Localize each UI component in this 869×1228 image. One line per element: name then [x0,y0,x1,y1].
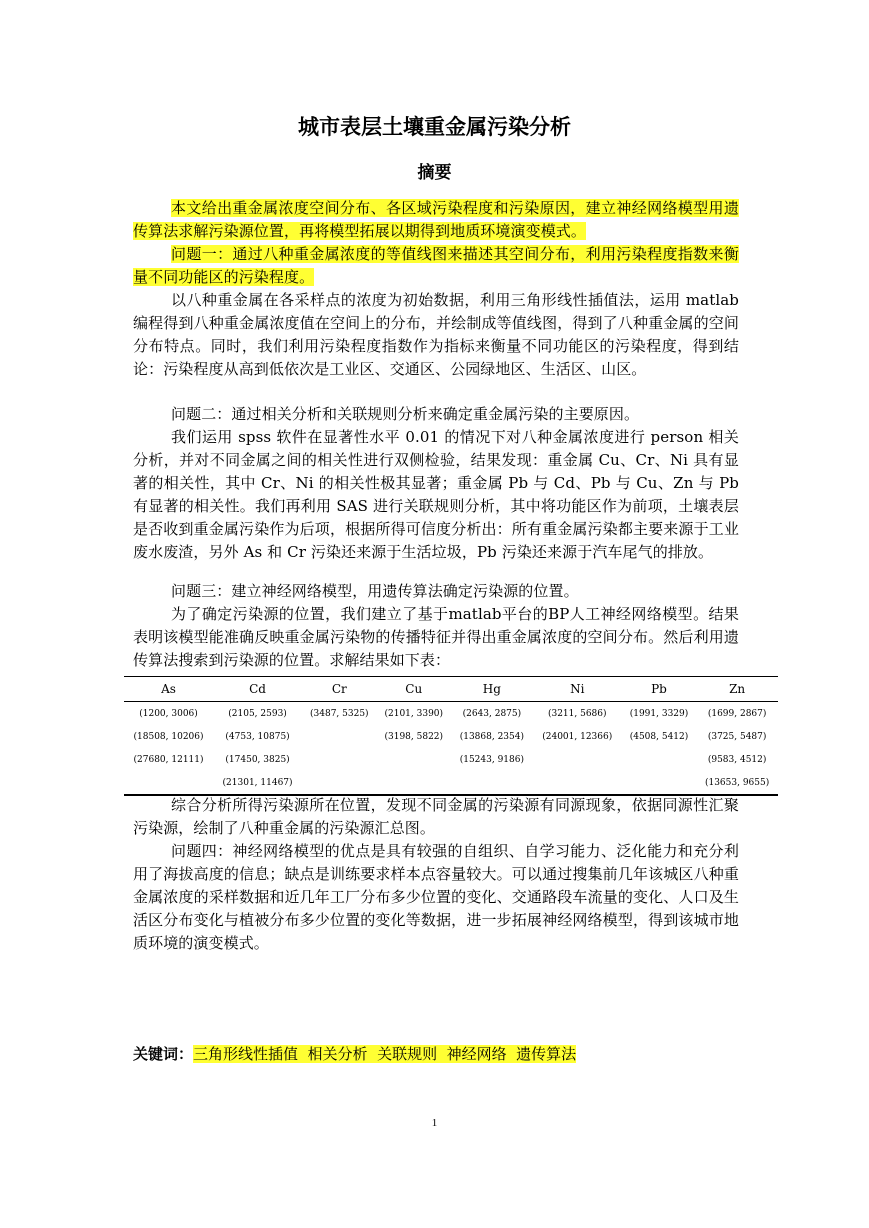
table-row [124,725,778,748]
table-row [124,771,778,795]
column-header: Zn [696,677,778,702]
problem-four-body: 问题四：神经网络模型的优点是具有较强的自组织、自学习能力、泛化能力和充分利用了海拔高度的信息；缺点是训练要求样本点容量较大。可以通过搜集前几年该城区八种重金属浓度的采样数据和近几年工厂分布多少位置的变化、交通路段车流量的变化、人口及生活区分布变化与植被分布多少位置的变化等数据，进一步拓展神经网络模型，得到该城市地质环境的演变模式。 [133,842,739,952]
table-cell: (21301, 11467) [222,777,293,788]
table-cell [451,771,533,795]
table-cell [533,771,622,795]
highlighted-text: 问题一：通过八种重金属浓度的等值线图来描述其空间分布，利用污染程度指数来衡量不同功能区的污染程度。 [133,245,739,286]
table-cell: (3725, 5487) [707,731,767,742]
abstract-summary [133,197,739,243]
table-cell: (3487, 5325) [310,708,369,719]
problem-one-heading [133,243,739,289]
problem-three-heading: 问题三：建立神经网络模型，用遗传算法确定污染源的位置。 [171,582,579,600]
table-cell: (18508, 10206) [133,731,204,742]
table-cell [622,771,696,795]
table-cell [124,771,213,795]
abstract-heading: 摘要 [417,163,452,183]
column-header: Cr [302,677,376,702]
column-header: Cd [213,677,302,702]
table-cell: (24001, 12366) [542,731,613,742]
table-cell [622,748,696,771]
keywords-line [133,1043,576,1065]
keywords-text: 三角形线性插值 相关分析 关联规则 神经网络 遗传算法 [193,1045,577,1063]
table-discussion: 综合分析所得污染源所在位置，发现不同金属的污染源有同源现象，依据同源性汇聚污染源，绘制了八种重金属的污染源汇总图。 [133,796,739,837]
table-cell: (2643, 2875) [462,708,522,719]
column-header: As [124,677,213,702]
table-cell: (13868, 2354) [459,731,524,742]
table-cell: (2101, 3390) [384,708,444,719]
table-cell: (1200, 3006) [139,708,198,719]
table-cell: (17450, 3825) [225,754,290,765]
problem-two-heading: 问题二：通过相关分析和关联规则分析来确定重金属污染的主要原因。 [171,405,640,423]
table-header-row [124,677,778,702]
column-header: Pb [622,677,696,702]
table-row [124,748,778,771]
column-header: Ni [533,677,622,702]
table-cell: (2105, 2593) [228,708,287,719]
table-cell: (15243, 9186) [459,754,524,765]
table-cell [302,725,376,748]
table-cell [533,748,622,771]
table-cell: (27680, 12111) [133,754,204,765]
problem-one-body: 以八种重金属在各采样点的浓度为初始数据，利用三角形线性插值法，运用 matlab 编程得到八种重金属浓度值在空间上的分布，并绘制成等值线图，得到了八种重金属的空间分布特点。同时，我们利用污染程度指数作为指标来衡量不同功能区的污染程度，得到结论：污染程度从高到低依次是工业区、交通区、公园绿地区、生活区、山区。 [133,291,739,378]
pollution-source-table [124,676,778,796]
table-cell: (4753, 10875) [225,731,290,742]
paper-title: 城市表层土壤重金属污染分析 [298,115,571,139]
column-header: Hg [451,677,533,702]
page-number: 1 [431,1117,438,1129]
table-cell [302,748,376,771]
table-cell: (3211, 5686) [547,708,607,719]
table-cell: (9583, 4512) [707,754,767,765]
table-cell [302,771,376,795]
table-row [124,702,778,726]
highlighted-text: 本文给出重金属浓度空间分布、各区域污染程度和污染原因，建立神经网络模型用遗传算法求解污染源位置，再将模型拓展以期得到地质环境演变模式。 [133,199,739,240]
table-cell: (13653, 9655) [704,777,770,788]
table-cell [377,748,451,771]
problem-two-body: 我们运用 spss 软件在显著性水平 0.01 的情况下对八种金属浓度进行 person 相关分析，并对不同金属之间的相关性进行双侧检验，结果发现：重金属 Cu、Cr、Ni 具有显著的相关性，其中 Cr、Ni 的相关性极其显著；重金属 Pb 与 Cd、Pb 与 Cu、Zn 与 Pb 有显著的相关性。我们再利用 SAS 进行关联规则分析，其中将功能区作为前项，土壤表层是否收到重金属污染作为后项，根据所得可信度分析出：所有重金属污染都主要来源于工业废水废渣，另外 As 和 Cr 污染还来源于生活垃圾，Pb 污染还来源于汽车尾气的排放。 [133,428,739,561]
keywords-label: 关键词： [133,1045,194,1063]
table-cell: (4508, 5412) [629,731,689,742]
column-header: Cu [377,677,451,702]
table-cell: (3198, 5822) [384,731,444,742]
table-cell: (1991, 3329) [629,708,689,719]
table-cell: (1699, 2867) [707,708,767,719]
problem-three-body: 为了确定污染源的位置，我们建立了基于matlab平台的BP人工神经网络模型。结果表明该模型能准确反映重金属污染物的传播特征并得出重金属浓度的空间分布。然后利用遗传算法搜索到污染源的位置。求解结果如下表： [133,605,739,669]
table-cell [377,771,451,795]
